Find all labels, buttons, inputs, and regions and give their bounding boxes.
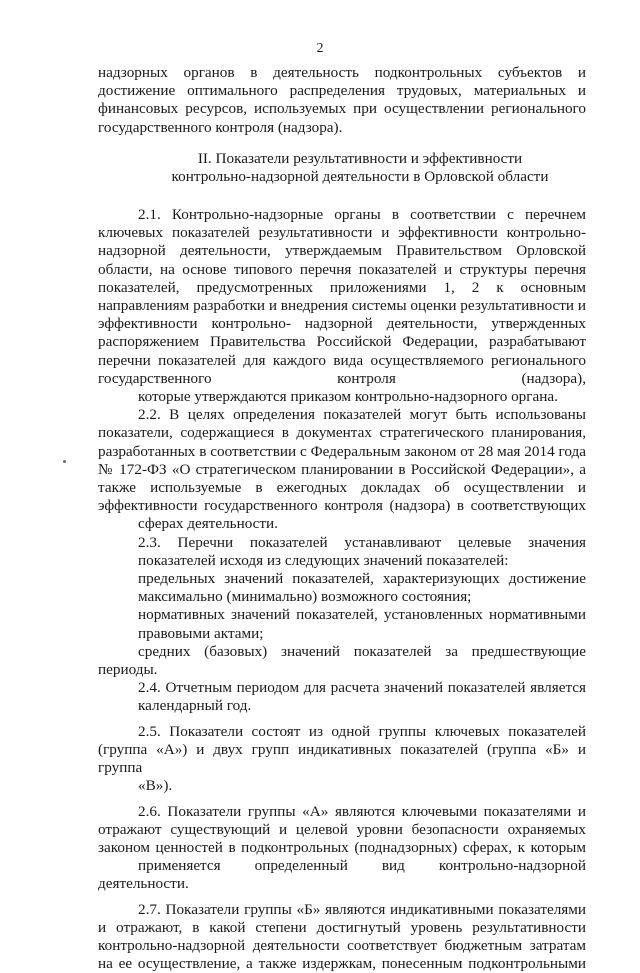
list-item-normative-values [98, 606, 586, 642]
text-line: надзорных органов в деятельность подконтрольных субъектов и достижение [98, 64, 586, 100]
text-line: государственного контроля (надзора). [98, 118, 343, 136]
intro-paragraph [98, 64, 586, 137]
section-body [98, 206, 586, 973]
text-line: показатели, содержащиеся в документах стратегического планирования, [98, 424, 586, 442]
text-line: календарный год. [138, 697, 252, 715]
text-line: 2.3. Перечни показателей устанавливают целевые значения [138, 533, 586, 551]
text-line: разработанных в соответствии с Федеральным законом от 28 мая 2014 года [98, 442, 586, 460]
text-line: максимально (минимально) возможного состояния; [138, 588, 472, 606]
paragraph-2-6 [98, 803, 586, 894]
text-line: вида осуществляемого регионального государственного контроля (надзора), [98, 351, 587, 387]
text-line: (группа «А») и двух групп индикативных показателей (группа «Б» и группа [98, 740, 586, 777]
text-line: нормативных значений показателей, установленных нормативными [138, 606, 586, 624]
text-line: предельных значений показателей, характеризующих достижение [138, 570, 586, 588]
section-heading-line-2: контрольно-надзорной деятельности в Орловской области [171, 168, 549, 186]
text-line: применяется определенный вид контрольно-надзорной деятельности. [98, 857, 586, 893]
paragraph-2-3 [98, 534, 586, 570]
text-line: на основе типового перечня показателей и структуры перечня показателей, [98, 260, 587, 296]
text-line: которые утверждаются приказом контрольно-надзорного органа. [138, 388, 558, 406]
section-heading-line-1: II. Показатели результативности и эффективности [197, 150, 523, 167]
text-line: контрольно-надзорной деятельности соответствует бюджетным затратам [98, 936, 586, 954]
text-line: «В»). [138, 777, 173, 795]
paragraph-2-2 [98, 406, 586, 533]
text-line: № 172-ФЗ «О стратегическом планировании в Российской Федерации», а [98, 460, 586, 478]
text-line: 2.4. Отчетным периодом для расчета значений показателей является [138, 679, 586, 697]
section-heading [60, 150, 640, 187]
text-line: ресурсов, используемых при осуществлении регионального [185, 100, 586, 118]
paragraph-2-5 [98, 723, 586, 796]
list-item-limit-values [98, 570, 586, 606]
text-line: сферах деятельности. [138, 515, 278, 533]
paragraph-2-4 [98, 679, 586, 715]
text-line: 2.7. Показатели группы «Б» являются индикативными показателями [138, 900, 586, 918]
text-line: также используемые в ежегодных докладах об осуществлении и [98, 479, 586, 497]
text-line: средних (базовых) значений показателей за предшествующие периоды. [98, 642, 586, 679]
text-line: предусмотренных приложениями 1, 2 к основным направлениям разработки [98, 278, 587, 315]
text-line: надзорной деятельности, утвержденных распоряжением Правительства [98, 315, 587, 351]
text-line: на ее осуществление, а также издержкам, понесенным подконтрольными [98, 955, 586, 973]
text-line: Российской Федерации, разрабатывают перечни показателей для каждого [98, 333, 587, 369]
text-line: 2.5. Показатели состоят из одной группы ключевых показателей [138, 722, 586, 740]
page-number: 2 [316, 41, 324, 56]
paragraph-2-1 [98, 206, 586, 406]
text-line: показателей исходя из следующих значений показателей: [138, 551, 509, 569]
text-line: законом ценностей в подконтрольных (поднадзорных) сферах, к которым [98, 838, 586, 856]
text-line: и отражают, в какой степени достигнутый уровень результативности [98, 918, 586, 936]
text-line: эффективности государственного контроля (надзора) в соответствующих [98, 497, 586, 515]
scan-speck [63, 460, 66, 463]
text-line: 2.6. Показатели группы «А» являются ключевыми показателями [138, 802, 572, 820]
text-line: надзорной деятельности, утверждаемым Правительством Орловской области, [98, 242, 586, 278]
text-line: правовыми актами; [138, 624, 264, 642]
list-item-average-values [98, 643, 586, 679]
paragraph-2-7 [98, 901, 586, 973]
text-line: оптимального распределения трудовых, материальных и финансовых [98, 82, 587, 118]
text-line: и внедрения системы оценки результативности и эффективности контрольно- [98, 297, 587, 333]
text-line: 2.1. Контрольно-надзорные органы в соответствии с перечнем [138, 206, 586, 223]
text-line: и отражают существующий и целевой уровни безопасности охраняемых [98, 802, 587, 838]
text-line: 2.2. В целях определения показателей могут быть использованы [138, 406, 586, 424]
text-line: ключевых показателей результативности и эффективности контрольно- [98, 224, 586, 242]
